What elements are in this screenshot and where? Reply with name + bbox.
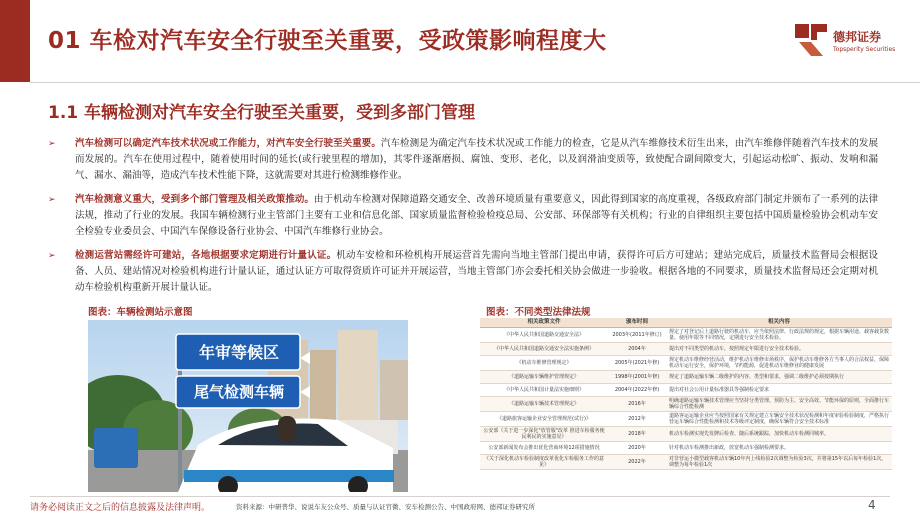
bullet-item (48, 192, 878, 240)
policy-name: 《道路运输车辆维护管理规定》 (480, 370, 608, 383)
table-row (480, 426, 892, 441)
policy-content: 机动车检测实现先发牌后检查、随后系统跟踪，加快机动车检测同城率。 (666, 426, 892, 441)
policy-content: 提出对社会公用计量标准器具等强制检定要求 (666, 383, 892, 396)
data-source: 资料来源：中研普华、说说车友公众号、质量与认证官微、安车检测公告、中国政府网、德邦证券研究所 (236, 503, 535, 511)
figure-left-caption: 图表：车辆检测站示意图 (88, 307, 193, 318)
bullet-arrow-icon: ➢ (48, 139, 56, 149)
page-title: 01 车检对汽车安全行驶至关重要，受政策影响程度大 (48, 28, 607, 54)
policy-date: 2016年 (608, 396, 666, 411)
page-number: 4 (868, 498, 876, 512)
bullet-item (48, 136, 878, 184)
bullet-text: 机动车安检和环检机构开展运营首先需向当地主管部门提出申请，获得许可后方可建站；建站完成后，质量技术监督局会根据设备、人员、建站情况对检验机构进行计量认证，通过认证方可取得资质许可证并开展运营，当地主管部门亦会委托相关协会做进一步验收。根据各地的不同要求，质量技术监督局还会定期对机动车检验机构重新开展计量认证。 (75, 250, 878, 293)
policy-content: 提出对不同类型的机动车，按照规定年限进行安全技术检验。 (666, 342, 892, 355)
regulation-table (480, 318, 892, 470)
bullet-lead: 检测运营站需经许可建站，各地根据要求定期进行计量认证。 (75, 250, 337, 261)
legal-disclaimer: 请务必阅读正文之后的信息披露及法律声明。 (30, 503, 211, 513)
policy-content: 针对机动车检测推出新政，放宽机动车强制检测要求。 (666, 441, 892, 454)
bullet-arrow-icon: ➢ (48, 195, 56, 205)
table-header-row (480, 318, 892, 327)
logo-name: 德邦证券 (833, 30, 882, 44)
sign-annual-inspection: 年审等候区 (198, 343, 279, 362)
table-row (480, 327, 892, 342)
policy-name: 公安部《关于进一步深化"放管服"改革 推进车检服务便民利民的实施意见》 (480, 426, 608, 441)
policy-date: 2018年 (608, 426, 666, 441)
policy-name: 公安部新闻发布会推出优化营商环境12项措施情况 (480, 441, 608, 454)
bullet-arrow-icon: ➢ (48, 251, 56, 261)
figure-right-caption: 图表：不同类型法律法规 (486, 307, 591, 318)
table-row (480, 454, 892, 469)
policy-name: 《中华人民共和国计量法实施细则》 (480, 383, 608, 396)
policy-name: 《道路运输车辆技术管理规定》 (480, 396, 608, 411)
policy-date: 2012年 (608, 411, 666, 426)
table-row (480, 411, 892, 426)
policy-date: 2005年(2021年修) (608, 355, 666, 370)
title-divider (30, 82, 920, 83)
table-row (480, 355, 892, 370)
policy-content: 规定机动车维修经营活动，维护机动车维修市场秩序，保护机动车维修各方当事人的合法权益，保障机动车运行安全，保护环境，节约能源，促进机动车维修业的健康发展 (666, 355, 892, 370)
bullet-text: 由于机动车检测对保障道路交通安全、改善环境质量有重要意义，因此得到国家的高度重视，各级政府部门制定并颁布了一系列的法律法规，推动了行业的发展。我国车辆检测行业主管部门主要有工业和信息化部、国家质量监督检验检疫总局、公安部、环保部等有关机构；行业的自律组织主要包括中国质量检验协会机动车安全检验专业委员会、中国汽车保修设备行业协会、中国汽车维修行业协会。 (75, 194, 878, 237)
logo-english-name: Topsperity Securities (833, 46, 896, 53)
policy-date: 2004年(2022年修) (608, 383, 666, 396)
table-row (480, 441, 892, 454)
table-row (480, 383, 892, 396)
sign-exhaust-inspection: 尾气检测车辆 (193, 383, 284, 401)
table-row (480, 342, 892, 355)
bullet-item (48, 248, 878, 296)
title-accent-bar (0, 0, 30, 82)
policy-date: 2004年 (608, 342, 666, 355)
bullet-text: 汽车检测是为确定汽车技术状况或工作能力的检查，它是从汽车维修技术衍生出来，由汽车维修伴随着汽车技术的发展而发展的。汽车在使用过程中，随着使用时间的延长(或行驶里程的增加)，其零件逐渐磨损、腐蚀、变形、老化，以及润滑油变质等，致使配合副间隙变大，引起运动松旷、振动、发响和漏气、漏水、漏油等，造成汽车技术性能下降，这就需要对其进行检测维修作业。 (75, 138, 878, 181)
inspection-station-photo (88, 320, 408, 492)
policy-name: 《机动车维修管理规定》 (480, 355, 608, 370)
bullet-lead: 汽车检测意义重大，受到多个部门管理及相关政策推动。 (75, 194, 314, 205)
bullet-list (48, 136, 878, 304)
column-header: 相关内容 (666, 318, 892, 327)
footer-divider (30, 496, 890, 497)
policy-name: 《道路旅客运输企业安全管理规范(试行)》 (480, 411, 608, 426)
policy-name: 《中华人民共和国道路交通安全法实施条例》 (480, 342, 608, 355)
bullet-lead: 汽车检测可以确定汽车技术状况或工作能力，对汽车安全行驶至关重要。 (75, 138, 381, 149)
column-header: 颁布时间 (608, 318, 666, 327)
policy-date: 2022年 (608, 454, 666, 469)
table-row (480, 396, 892, 411)
table-row (480, 370, 892, 383)
policy-content: 道路客运运输企业应当按照国家有关规定建立车辆安全技术状况检测和年度审验检验制度，严格执行营运车辆综合性能检测和技术等级评定制度，确保车辆符合安全技术标准 (666, 411, 892, 426)
policy-date: 2020年 (608, 441, 666, 454)
policy-date: 1998年(2001年修) (608, 370, 666, 383)
policy-content: 明确道路运输车辆技术管理应当坚持分类管理、预防为主、安全高效、节能环保的原则，全面推行车辆综合性能检测 (666, 396, 892, 411)
policy-content: 规定了对登记后上道路行驶的机动车，应当依照法律、行政法规的规定，根据车辆用途、载客载货数量、使用年限等不同情况，定期进行安全技术检验。 (666, 327, 892, 342)
section-subtitle: 1.1 车辆检测对汽车安全行驶至关重要，受到多部门管理 (48, 103, 476, 123)
policy-content: 对非营运小微型载客机动车辆10年内上线检验2次调整为检验3次，并将第15年以后每年检验1次，调整为每年检验1次 (666, 454, 892, 469)
policy-name: 《关于深化机动车检验制度改革优化车检服务工作的意见》 (480, 454, 608, 469)
policy-name: 《中华人民共和国道路交通安全法》 (480, 327, 608, 342)
brand-logo (793, 18, 911, 64)
logo-mark-icon (793, 22, 829, 58)
policy-content: 规定了道路运输车辆二级维护的内容、类型和要求，强调二级维护必须按期执行 (666, 370, 892, 383)
column-header: 相关政策文件 (480, 318, 608, 327)
policy-date: 2003年(2011年修订) (608, 327, 666, 342)
